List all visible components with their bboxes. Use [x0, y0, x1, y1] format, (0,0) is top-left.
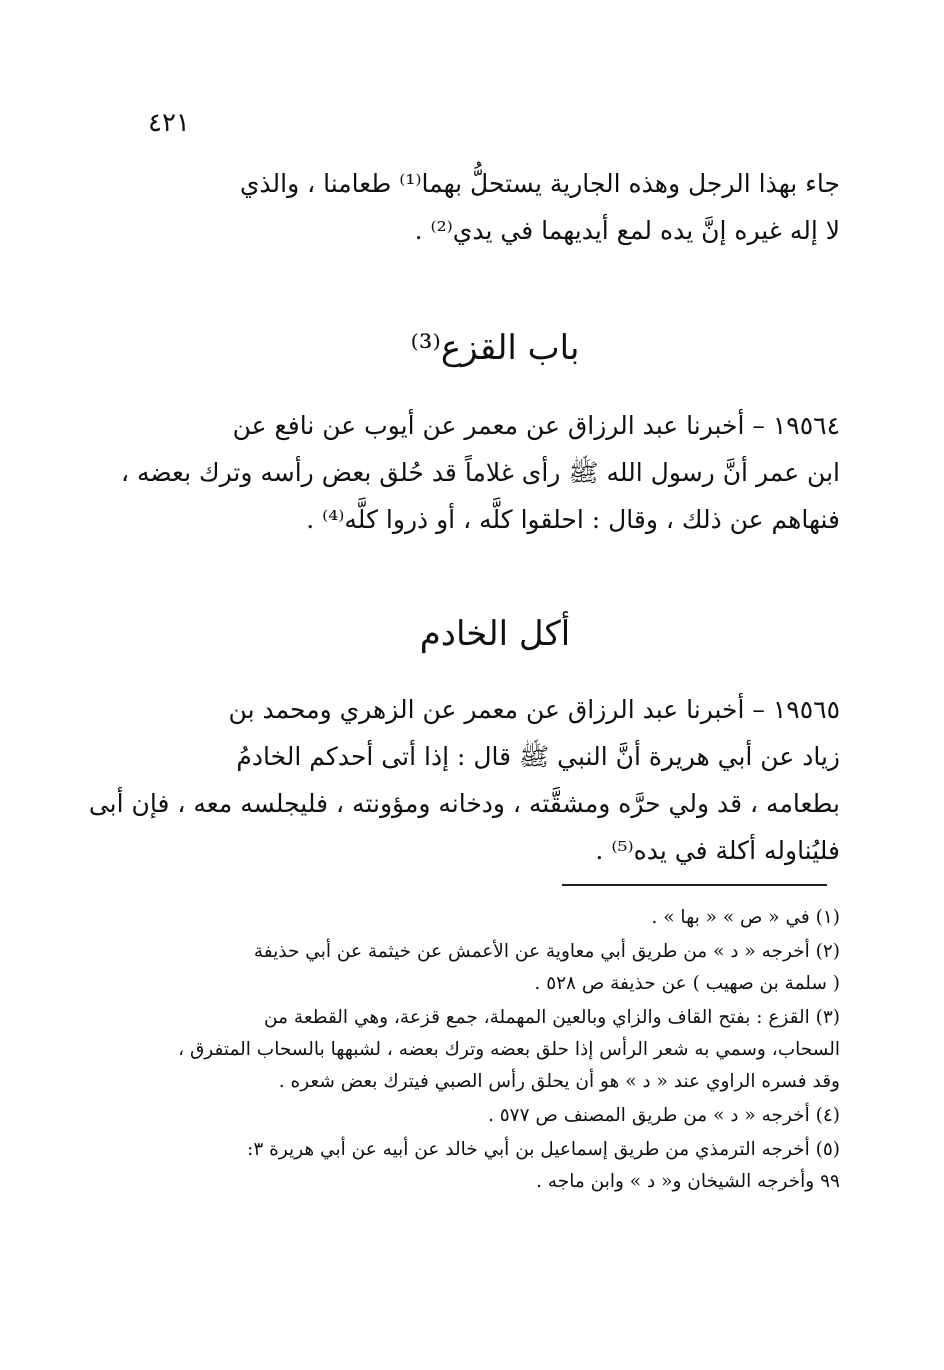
- footnote-line: (٢) أخرجه « د » من طريق أبي معاوية عن الأعمش عن خيثمة عن أبي حذيفة: [253, 941, 840, 962]
- text-line: لا إله غيره إنَّ يده لمع أيديهما في يدي⁽²⁾ .: [414, 216, 840, 245]
- text-line: فنهاهم عن ذلك ، وقال : احلقوا كلَّه ، أو ذروا كلَّه⁽⁴⁾ .: [306, 505, 840, 534]
- text-line: ١٩٥٦٥ – أخبرنا عبد الرزاق عن معمر عن الزهري ومحمد بن: [228, 695, 840, 724]
- footnote-line: (٥) أخرجه الترمذي من طريق إسماعيل بن أبي خالد عن أبيه عن أبي هريرة ٣:: [247, 1139, 840, 1160]
- text-line: ١٩٥٦٤ – أخبرنا عبد الرزاق عن معمر عن أيوب عن نافع عن: [232, 411, 840, 440]
- intro-paragraph: [150, 160, 840, 254]
- footnote-line: السحاب، وسمي به شعر الرأس إذا حلق بعضه وترك بعضه ، لشبهها بالسحاب المتفرق ،: [178, 1039, 840, 1060]
- footnote-2: [150, 936, 840, 1000]
- footnote-3: [150, 1002, 840, 1098]
- footnote-4: [150, 1100, 840, 1132]
- text-line: جاء بهذا الرجل وهذه الجارية يستحلُّ بهما⁽¹⁾ طعامنا ، والذي: [239, 169, 840, 198]
- footnote-line: ٩٩ وأخرجه الشيخان و« د » وابن ماجه .: [536, 1171, 840, 1192]
- page-number: ٤٢١: [148, 108, 190, 138]
- text-line: بطعامه ، قد ولي حرَّه ومشقَّته ، ودخانه ومؤونته ، فليجلسه معه ، فإن أبى: [88, 789, 840, 818]
- footnote-line: ( سلمة بن صهيب ) عن حذيفة ص ٥٢٨ .: [534, 973, 840, 994]
- footnote-line: (٣) القزع : بفتح القاف والزاي وبالعين المهملة، جمع قزعة، وهي القطعة من: [264, 1007, 840, 1028]
- text-line: فليُناوله أكلة في يده⁽⁵⁾ .: [595, 836, 840, 865]
- footnote-line: (١) في « ص » « بها » .: [651, 907, 840, 928]
- text-line: ابن عمر أنَّ رسول الله ﷺ رأى غلاماً قد حُلق بعض رأسه وترك بعضه ،: [120, 458, 840, 487]
- footnote-line: وقد فسره الراوي عند « د » هو أن يحلق رأس الصبي فيترك بعض شعره .: [278, 1071, 840, 1092]
- hadith-19565: [88, 686, 840, 874]
- footnote-5: [150, 1134, 840, 1198]
- footnote-divider: [562, 884, 827, 886]
- footnotes: [150, 902, 840, 1200]
- text-line: زياد عن أبي هريرة أنَّ النبي ﷺ قال : إذا أتى أحدكم الخادمُ: [236, 742, 840, 771]
- section-heading-khadim: أكل الخادم: [419, 614, 571, 654]
- footnote-line: (٤) أخرجه « د » من طريق المصنف ص ٥٧٧ .: [487, 1105, 840, 1126]
- section-heading-qaza: باب القزع⁽³⁾: [410, 328, 580, 368]
- hadith-19564: [120, 402, 840, 543]
- footnote-1: [150, 902, 840, 934]
